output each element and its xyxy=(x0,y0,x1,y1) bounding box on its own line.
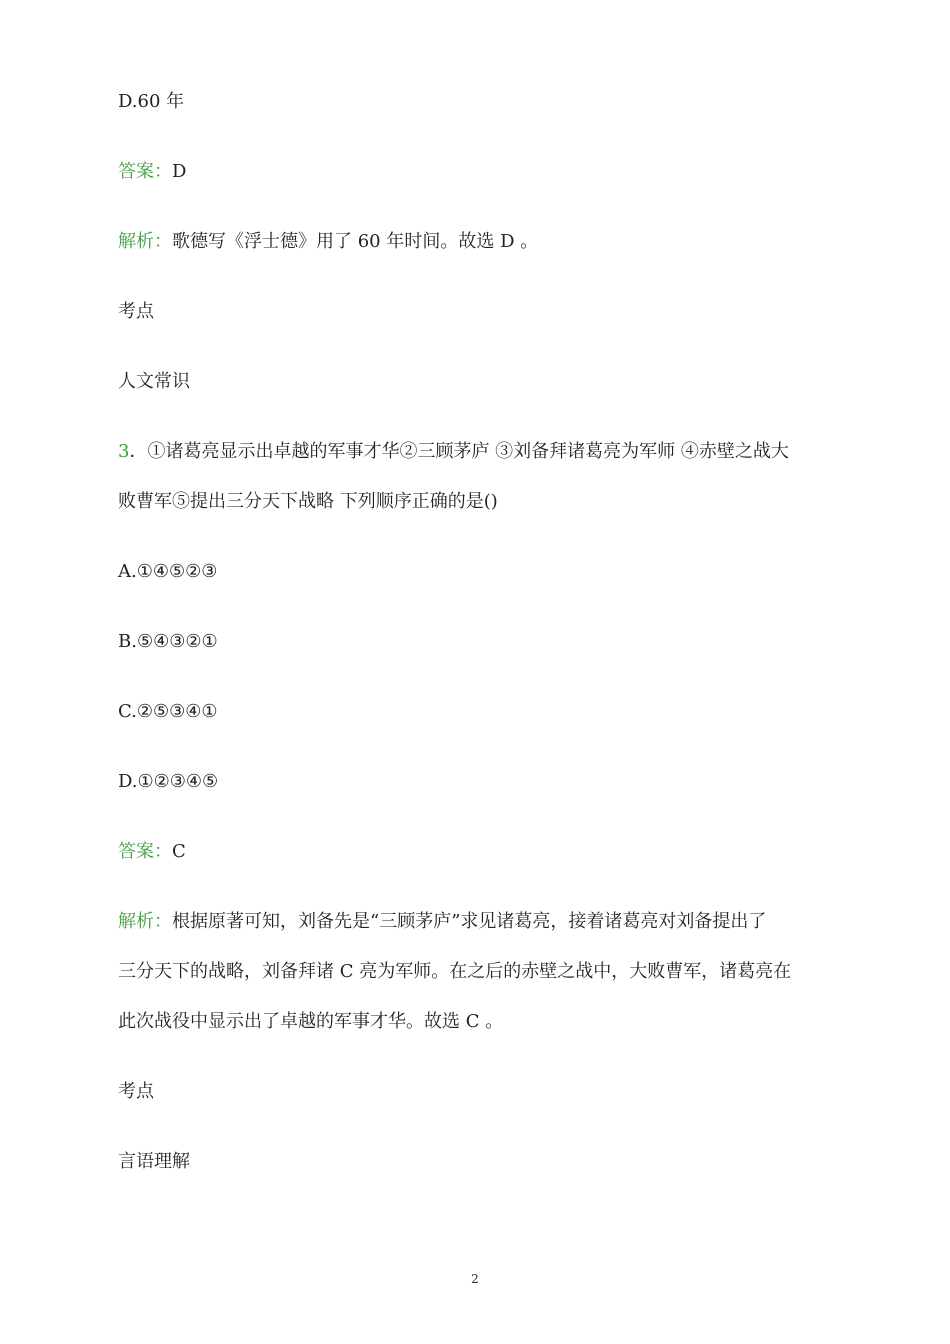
q3-number: 3 xyxy=(118,441,130,462)
q3-stem-line-1 xyxy=(118,440,789,464)
q2-answer-label: 答案： xyxy=(118,161,172,182)
page-number: 2 xyxy=(471,1272,479,1286)
q3-answer xyxy=(118,840,186,864)
q2-option-d: D.60 年 xyxy=(118,91,185,112)
q3-answer-label: 答案： xyxy=(118,841,172,862)
q2-analysis-label: 解析： xyxy=(118,231,172,252)
q3-analysis-text-1: 根据原著可知，刘备先是“三顾茅庐”求见诸葛亮，接着诸葛亮对刘备提出了 xyxy=(172,911,767,932)
q3-stem-line-2: 败曹军⑤提出三分天下战略 下列顺序正确的是() xyxy=(118,491,498,512)
q2-analysis xyxy=(118,230,538,254)
q2-answer-value: D xyxy=(172,161,187,182)
q3-option-c: C.②⑤③④① xyxy=(118,701,218,722)
q2-kaodian-value: 人文常识 xyxy=(118,371,190,392)
q3-option-b: B.⑤④③②① xyxy=(118,631,218,652)
q2-kaodian-label: 考点 xyxy=(118,301,154,322)
q3-option-a: A.①④⑤②③ xyxy=(118,561,218,582)
q2-answer xyxy=(118,160,186,184)
q3-analysis-line-2: 三分天下的战略，刘备拜诸 C 亮为军师。在之后的赤壁之战中，大败曹军，诸葛亮在 xyxy=(118,961,792,982)
q3-answer-value: C xyxy=(172,841,186,862)
q3-kaodian-label: 考点 xyxy=(118,1081,154,1102)
q3-analysis-line-1 xyxy=(118,910,766,934)
q3-analysis-line-3: 此次战役中显示出了卓越的军事才华。故选 C 。 xyxy=(118,1011,504,1032)
q3-kaodian-value: 言语理解 xyxy=(118,1151,190,1172)
q3-stem-text-1: ．①诸葛亮显示出卓越的军事才华②三顾茅庐 ③刘备拜诸葛亮为军师 ④赤壁之战大 xyxy=(129,441,789,462)
q2-analysis-text: 歌德写《浮士德》用了 60 年时间。故选 D 。 xyxy=(172,231,539,252)
q3-analysis-label: 解析： xyxy=(118,911,172,932)
q3-option-d: D.①②③④⑤ xyxy=(118,771,219,792)
